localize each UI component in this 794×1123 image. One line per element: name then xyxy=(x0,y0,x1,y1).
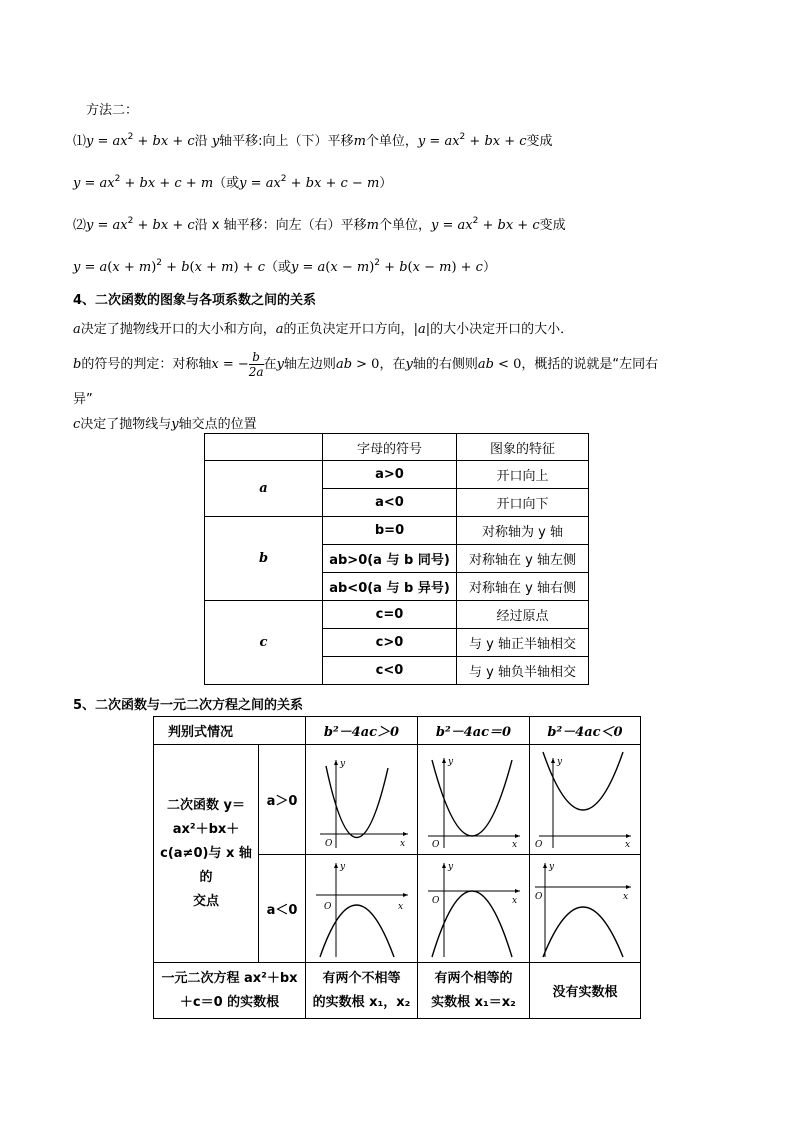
graph-cell xyxy=(306,855,418,963)
section5-heading: 5、二次函数与一元二次方程之间的关系 xyxy=(73,698,304,713)
sign-cell: a<0 xyxy=(323,489,457,517)
two-distinct-roots: 有两个不相等 的实数根 x₁，x₂ xyxy=(306,963,418,1019)
axis-y-label: y xyxy=(557,756,563,767)
origin-label: O xyxy=(431,895,439,906)
letter-b: b xyxy=(205,517,323,601)
axis-x-label: x xyxy=(399,838,405,849)
graph-down-no-root xyxy=(531,857,639,961)
graph-cell xyxy=(418,855,530,963)
feature-cell: 对称轴在 y 轴左侧 xyxy=(457,545,589,573)
origin-label: O xyxy=(535,891,543,902)
origin-label: O xyxy=(324,838,332,849)
graph-cell xyxy=(306,745,418,855)
feature-cell: 与 y 轴正半轴相交 xyxy=(457,629,589,657)
two-equal-roots: 有两个相等的 实数根 x₁＝x₂ xyxy=(418,963,530,1019)
feature-cell: 开口向上 xyxy=(457,461,589,489)
graph-down-two-roots xyxy=(308,857,416,961)
table-cell-empty xyxy=(205,434,323,461)
sign-cell: c<0 xyxy=(323,657,457,685)
graph-down-one-root xyxy=(420,857,528,961)
axis-x-label: x xyxy=(397,901,403,912)
table-header: 字母的符号 xyxy=(323,434,457,461)
a-positive-label: a＞0 xyxy=(259,745,306,855)
header-zero: b²－4ac＝0 xyxy=(418,717,530,745)
feature-cell: 对称轴在 y 轴右侧 xyxy=(457,573,589,601)
graph-up-one-root xyxy=(420,748,528,852)
no-real-roots: 没有实数根 xyxy=(530,963,641,1019)
feature-cell: 与 y 轴负半轴相交 xyxy=(457,657,589,685)
axis-y-label: y xyxy=(447,756,453,767)
a-negative-label: a＜0 xyxy=(259,855,306,963)
origin-label: O xyxy=(323,901,331,912)
graph-up-no-root xyxy=(531,748,639,852)
feature-cell: 开口向下 xyxy=(457,489,589,517)
axis-y-label: y xyxy=(447,861,453,872)
method-line-1: ⑴y = $ax^2$ + bx + c沿 y轴平移:向上（下）平移m个单位，$y = ax^2$ + bx + c变成 xyxy=(73,132,553,149)
axis-x-label: x xyxy=(511,895,517,906)
method-line-4: $y = a(x + m)^2 + b(x + m) + c$（或$y = a(x - m)^2 + b(x - m) + c$） xyxy=(73,258,496,275)
b-description: b的符号的判定：对称轴x = − $\frac{b}{2a}$ 在y轴左边则ab > 0，在y轴的右侧则ab < 0，概括的说就是“左同右 xyxy=(73,350,659,379)
feature-cell: 经过原点 xyxy=(457,601,589,629)
axis-y-label: y xyxy=(549,861,555,872)
sign-cell: a>0 xyxy=(323,461,457,489)
sign-cell: c>0 xyxy=(323,629,457,657)
sign-cell: c=0 xyxy=(323,601,457,629)
method-line-2: $y = ax^2$ + bx + c + m（或$y = ax^2$ + bx + c − m） xyxy=(73,174,393,191)
graph-up-two-roots xyxy=(308,748,416,852)
function-label: 二次函数 y＝ ax²＋bx＋ c(a≠0)与 x 轴的 交点 xyxy=(154,745,259,963)
discriminant-table xyxy=(153,716,641,1019)
graph-cell xyxy=(530,855,641,963)
coefficient-table xyxy=(204,433,589,685)
b-description-cont: 异” xyxy=(73,392,93,407)
axis-x-label: x xyxy=(511,839,517,850)
axis-y-label: y xyxy=(339,861,345,872)
a-description: a决定了抛物线开口的大小和方向，a的正负决定开口方向，|a|的大小决定开口的大小． xyxy=(73,322,574,337)
sign-cell: b=0 xyxy=(323,517,457,545)
table-header: 图象的特征 xyxy=(457,434,589,461)
axis-y-label: y xyxy=(339,758,345,769)
method-title: 方法二： xyxy=(86,103,139,118)
sign-cell: ab<0(a 与 b 异号) xyxy=(323,573,457,601)
axis-x-label: x xyxy=(623,891,629,902)
discriminant-header: 判别式情况 xyxy=(154,717,306,745)
graph-cell xyxy=(418,745,530,855)
method-line-3: ⑵y = $ax^2$ + bx + c沿 x 轴平移：向左（右）平移m个单位，$y = ax^2$ + bx + c变成 xyxy=(73,216,566,233)
header-positive: b²－4ac＞0 xyxy=(306,717,418,745)
graph-cell xyxy=(530,745,641,855)
header-negative: b²－4ac＜0 xyxy=(530,717,641,745)
section4-heading: 4、二次函数的图象与各项系数之间的关系 xyxy=(73,293,317,308)
axis-x-label: x xyxy=(625,839,631,850)
sign-cell: ab>0(a 与 b 同号) xyxy=(323,545,457,573)
origin-label: O xyxy=(535,839,543,850)
c-description: c决定了抛物线与y轴交点的位置 xyxy=(73,417,257,432)
origin-label: O xyxy=(431,839,439,850)
equation-label: 一元二次方程 ax²＋bx ＋c＝0 的实数根 xyxy=(154,963,306,1019)
letter-a: a xyxy=(205,461,323,517)
letter-c: c xyxy=(205,601,323,685)
feature-cell: 对称轴为 y 轴 xyxy=(457,517,589,545)
